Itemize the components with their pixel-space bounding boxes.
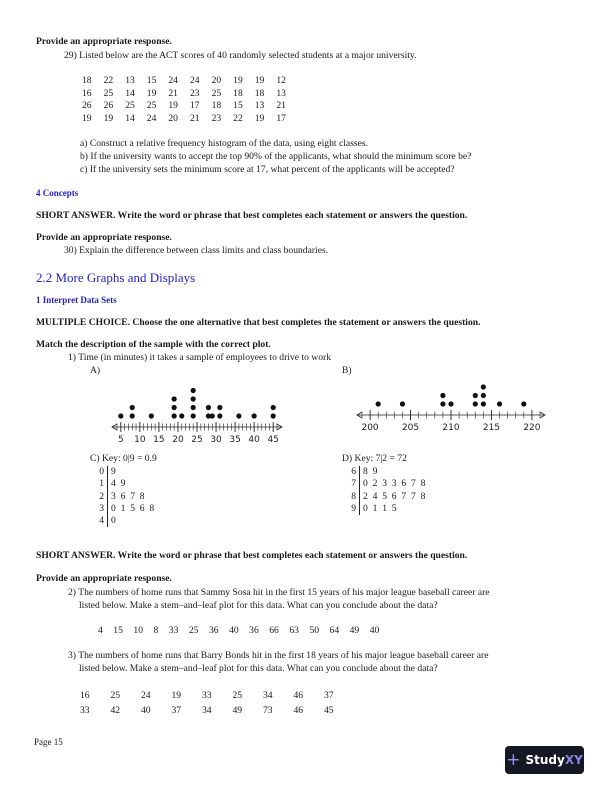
q1-question: 1) Time (in minutes) it takes a sample of employees to drive to work: [68, 352, 331, 363]
stem: 4: [99, 515, 104, 527]
data-value: 4: [98, 625, 103, 636]
data-cell: 12: [276, 75, 286, 86]
data-cell: 14: [125, 112, 135, 124]
data-cell: 25: [232, 690, 243, 701]
svg-text:20: 20: [172, 435, 184, 445]
stem-row: [342, 491, 427, 503]
data-value: 8: [153, 625, 159, 636]
data-cell: 17: [189, 100, 200, 112]
short-answer-instruction-2: SHORT ANSWER. Write the word or phrase that best completes each statement or answers the question.: [36, 550, 468, 561]
data-cell: 13: [125, 75, 135, 86]
option-a-label[interactable]: A): [90, 365, 101, 376]
data-cell: 21: [168, 87, 178, 99]
stem: 0: [99, 466, 104, 477]
data-cell: 24: [146, 112, 157, 124]
svg-text:40: 40: [248, 435, 260, 445]
stem-row: [90, 478, 155, 490]
leaves: 4 9: [107, 478, 127, 490]
data-row: [80, 688, 355, 703]
stem-row: [342, 503, 427, 515]
data-cell: 22: [233, 112, 243, 124]
stem-row: [90, 466, 155, 478]
stem: 9: [351, 502, 356, 514]
subsection-concepts: 4 Concepts: [36, 188, 79, 198]
data-cell: 18: [233, 87, 243, 99]
data-value: 50: [309, 625, 320, 636]
data-cell: 20: [168, 112, 178, 124]
data-cell: 19: [146, 87, 157, 99]
data-cell: 73: [263, 705, 273, 716]
q30-question: 30) Explain the difference between class limits and class boundaries.: [64, 245, 329, 256]
data-cell: 18: [254, 87, 265, 99]
short-answer-instruction: SHORT ANSWER. Write the word or phrase that best completes each statement or answers the question.: [36, 210, 468, 221]
leaves: 0: [107, 515, 117, 527]
data-cell: 19: [168, 100, 178, 112]
data-value: 36: [249, 625, 259, 636]
stem: 1: [99, 478, 104, 490]
svg-text:30: 30: [210, 435, 222, 445]
data-value: 15: [113, 625, 123, 636]
data-value: 25: [188, 625, 199, 636]
data-cell: 16: [82, 87, 92, 99]
q2-line2: listed below. Make a stem–and–leaf plot for this data. What can you conclude about the data?: [79, 600, 438, 611]
svg-text:25: 25: [191, 435, 203, 445]
q29-part-a: a) Construct a relative frequency histogram of the data, using eight classes.: [80, 138, 368, 149]
q2-heading: Provide an appropriate response.: [36, 573, 172, 584]
svg-text:5: 5: [117, 435, 124, 445]
q29-data-table: [82, 75, 298, 125]
data-value: 10: [133, 625, 143, 636]
data-cell: 17: [276, 112, 286, 124]
data-cell: 13: [254, 100, 265, 112]
option-d-label[interactable]: D) Key: 7|2 = 72: [342, 453, 407, 464]
q29-part-c: c) If the university sets the minimum score at 17, what percent of the applicants will be accepted?: [80, 164, 455, 175]
data-cell: 18: [82, 75, 92, 86]
data-cell: 14: [125, 87, 135, 99]
data-cell: 23: [189, 87, 200, 99]
dot-plot-a: [105, 375, 290, 445]
leaves: 2 4 5 6 7 7 8: [359, 491, 427, 503]
q30-heading: Provide an appropriate response.: [36, 232, 172, 243]
data-value: 40: [229, 625, 239, 636]
stem: 7: [351, 478, 356, 490]
stem: 6: [351, 466, 356, 477]
data-cell: 25: [146, 100, 157, 112]
data-cell: 46: [293, 705, 304, 716]
data-cell: 34: [263, 690, 273, 701]
svg-text:15: 15: [153, 435, 165, 445]
data-cell: 24: [189, 75, 200, 86]
data-cell: 25: [125, 100, 135, 112]
data-cell: 13: [276, 87, 286, 99]
data-cell: 37: [324, 690, 334, 701]
q29-question: 29) Listed below are the ACT scores of 40 randomly selected students at a major university.: [64, 50, 417, 61]
option-c-label[interactable]: C) Key: 0|9 = 0.9: [90, 453, 157, 464]
data-cell: 34: [202, 705, 212, 716]
svg-text:35: 35: [229, 435, 241, 445]
data-cell: 15: [233, 100, 243, 112]
page-number: Page 15: [34, 737, 63, 747]
data-cell: 19: [82, 112, 92, 124]
brand-main: Study: [525, 753, 565, 767]
stem-row: [90, 515, 155, 527]
data-value: 64: [329, 625, 340, 636]
data-cell: 49: [232, 705, 243, 716]
stem: 3: [99, 502, 104, 514]
data-cell: 21: [276, 100, 286, 112]
data-value: 66: [269, 625, 279, 636]
data-value: 49: [349, 625, 360, 636]
data-cell: 19: [171, 690, 182, 701]
data-row: [82, 88, 298, 101]
q2-line1: 2) The numbers of home runs that Sammy Sosa hit in the first 15 years of his major league baseball career are: [68, 587, 490, 598]
stem-row: [90, 503, 155, 515]
stem-leaf-d: [342, 466, 427, 515]
multiple-choice-instruction: MULTIPLE CHOICE. Choose the one alternative that best completes the statement or answers the question.: [36, 317, 481, 328]
data-cell: 42: [110, 705, 121, 716]
leaves: 0 1 1 5: [359, 503, 398, 515]
q3-line2: listed below. Make a stem–and–leaf plot for this data. What can you conclude about the data?: [79, 663, 438, 674]
brand-accent: XY: [564, 753, 583, 767]
section-title: 2.2 More Graphs and Displays: [36, 270, 196, 285]
data-cell: 18: [211, 100, 222, 112]
data-row: [82, 100, 298, 113]
data-value: 63: [289, 625, 299, 636]
q2-data: [98, 625, 390, 636]
match-heading: Match the description of the sample with the correct plot.: [36, 339, 271, 350]
data-cell: 21: [189, 112, 200, 124]
data-cell: 33: [202, 690, 212, 701]
data-cell: 25: [211, 87, 222, 99]
data-cell: 23: [211, 112, 222, 124]
data-row: [82, 75, 298, 88]
leaves: 8 9: [359, 466, 379, 478]
data-cell: 19: [254, 75, 265, 86]
plus-icon: +: [506, 749, 521, 770]
data-cell: 19: [254, 112, 265, 124]
q3-data: [80, 688, 355, 718]
svg-text:210: 210: [442, 423, 460, 433]
data-cell: 33: [80, 705, 90, 716]
svg-text:205: 205: [401, 423, 420, 433]
svg-text:45: 45: [267, 435, 279, 445]
data-row: [82, 113, 298, 126]
data-cell: 37: [171, 705, 182, 716]
data-cell: 26: [103, 100, 114, 112]
data-cell: 15: [146, 75, 157, 86]
data-cell: 16: [80, 690, 90, 701]
stem-row: [342, 466, 427, 478]
data-cell: 22: [103, 75, 114, 86]
leaves: 0 2 3 3 6 7 8: [359, 478, 427, 490]
stem: 8: [351, 490, 356, 502]
data-cell: 19: [103, 112, 114, 124]
svg-text:200: 200: [361, 423, 379, 433]
data-cell: 25: [103, 87, 114, 99]
svg-text:10: 10: [134, 435, 146, 445]
leaves: 9: [107, 466, 117, 478]
stem-row: [342, 478, 427, 490]
data-row: [80, 703, 355, 718]
q29-part-b: b) If the university wants to accept the top 90% of the applicants, what should the minimum score be?: [80, 151, 472, 162]
stem-row: [90, 491, 155, 503]
stem-leaf-c: [90, 466, 155, 527]
svg-text:215: 215: [482, 423, 501, 433]
data-cell: 19: [233, 75, 243, 86]
studyxy-badge[interactable]: [505, 746, 584, 774]
data-value: 33: [168, 625, 179, 636]
leaves: 0 1 5 6 8: [107, 503, 155, 515]
data-cell: 24: [141, 690, 151, 701]
data-cell: 45: [324, 705, 334, 716]
data-value: 36: [208, 625, 219, 636]
data-cell: 40: [141, 705, 151, 716]
stem: 2: [99, 490, 104, 502]
option-b-label[interactable]: B): [342, 365, 352, 376]
data-value: 40: [369, 625, 380, 636]
q29-heading: Provide an appropriate response.: [36, 36, 172, 47]
data-cell: 20: [211, 75, 222, 86]
subsection-interpret: 1 Interpret Data Sets: [36, 295, 117, 305]
svg-text:220: 220: [523, 423, 541, 433]
leaves: 3 6 7 8: [107, 491, 146, 503]
data-cell: 24: [168, 75, 178, 86]
data-cell: 46: [293, 690, 304, 701]
data-cell: 25: [110, 690, 121, 701]
data-cell: 26: [82, 100, 92, 112]
dot-plot-b: [352, 370, 552, 440]
q3-line1: 3) The numbers of home runs that Barry Bonds hit in the first 18 years of his major league baseball career are: [68, 650, 489, 661]
